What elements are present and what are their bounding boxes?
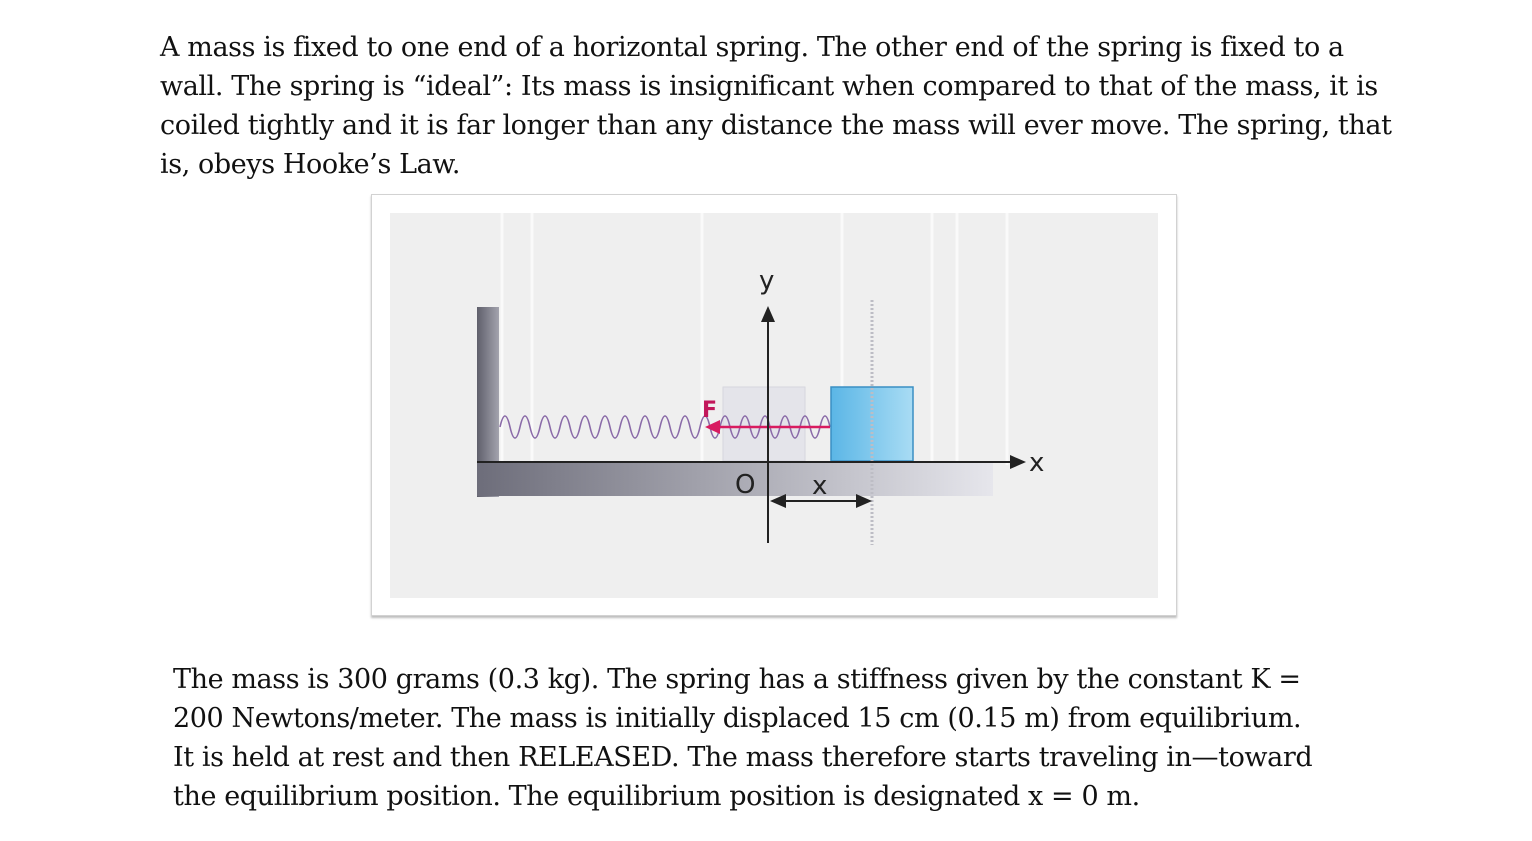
y-axis-label: y (759, 266, 775, 296)
equilibrium-position-block (723, 387, 805, 461)
problem-paragraph: The mass is 300 grams (0.3 kg). The spring has a stiffness given by the constant K = 200 Newtons/meter. The mass is initially displaced 15 cm (0.15 m) from equilibrium. It is held at rest and then RELEASED. The mass therefore starts traveling in—toward the equilibrium position. The equilibrium position is designated x = 0 m. (173, 664, 1313, 812)
x-axis-label: x (1029, 448, 1045, 478)
displacement-label: x (812, 471, 828, 501)
spring-mass-diagram (372, 195, 1176, 615)
spring-mass-figure (371, 194, 1177, 616)
force-label: F (702, 398, 718, 423)
origin-label: O (735, 470, 756, 500)
intro-paragraph: A mass is fixed to one end of a horizontal spring. The other end of the spring is fixed to a wall. The spring is “ideal”: Its mass is insignificant when compared to that of the mass, it is coiled tightly and it is far longer than any distance the mass will ever move. The spring, that is, obeys Hooke’s Law. (160, 32, 1392, 180)
